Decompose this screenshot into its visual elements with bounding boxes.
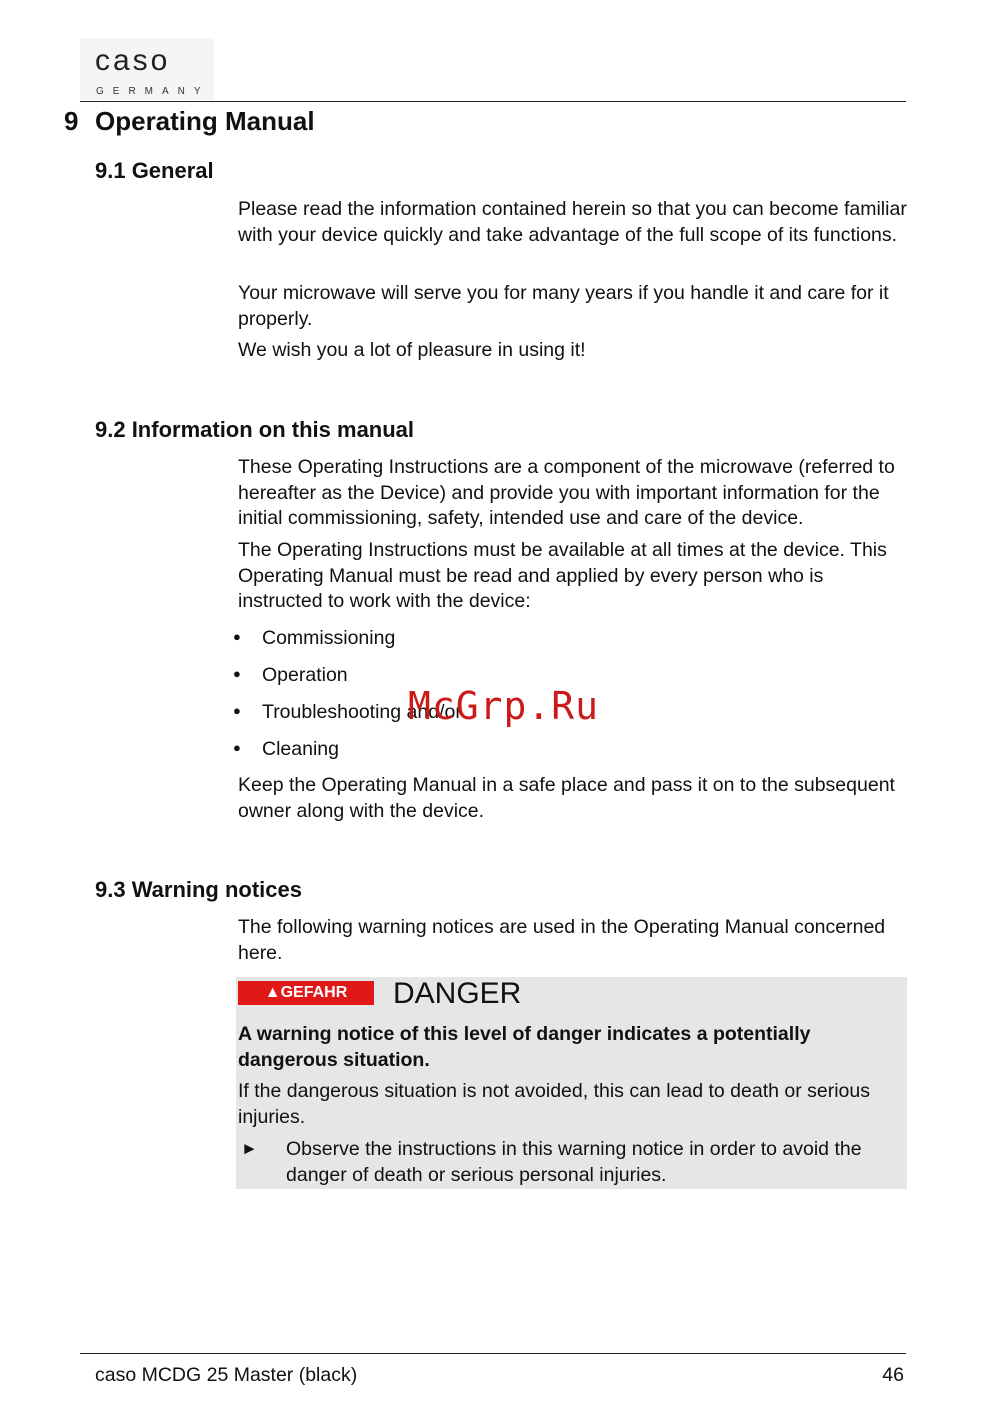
section-heading-information: 9.2 Information on this manual <box>95 417 415 442</box>
info-paragraph-2: The Operating Instructions must be available at all times at the device. This Operating Manual must be read and applied by every person who is instructed to work with the device: <box>238 539 887 612</box>
list-item-text: Commissioning <box>262 627 396 649</box>
brand-logo-subtext: GERMANY <box>96 86 210 97</box>
chapter-number: 9 <box>64 106 79 136</box>
general-paragraph-2: Your microwave will serve you for many years if you handle it and care for it properly. <box>238 282 889 330</box>
bullet-icon: ● <box>233 703 241 718</box>
info-paragraph-1: These Operating Instructions are a component of the microwave (referred to hereafter as the Device) and provide you with important information for the initial commissioning, safety, intended use and care of the device. <box>238 456 895 529</box>
danger-instruction-text: Observe the instructions in this warning notice in order to avoid the danger of death or serious personal injuries. <box>286 1138 862 1186</box>
list-item <box>233 627 395 650</box>
header-divider <box>80 101 906 102</box>
section-heading-warnings: 9.3 Warning notices <box>95 877 303 902</box>
bullet-icon: ● <box>233 740 241 755</box>
chapter-title-text: Operating Manual <box>95 106 315 136</box>
danger-consequence-text: If the dangerous situation is not avoided, this can lead to death or serious injuries. <box>238 1080 870 1128</box>
danger-title: DANGER <box>393 977 522 1010</box>
danger-bold-text: A warning notice of this level of danger indicates a potentially dangerous situation. <box>238 1023 811 1071</box>
brand-logo-text: caso <box>95 44 171 77</box>
footer-divider <box>80 1353 906 1354</box>
gefahr-badge: ▲GEFAHR <box>238 981 374 1005</box>
arrow-icon: ► <box>241 1139 258 1158</box>
general-paragraph-3: We wish you a lot of pleasure in using it! <box>238 339 586 361</box>
list-item <box>233 664 348 687</box>
footer-model: caso MCDG 25 Master (black) <box>95 1364 358 1386</box>
bullet-icon: ● <box>233 666 241 681</box>
list-item-text: Operation <box>262 664 348 686</box>
chapter-title <box>64 106 315 137</box>
list-item <box>233 738 339 761</box>
warnings-paragraph-1: The following warning notices are used in the Operating Manual concerned here. <box>238 916 886 964</box>
watermark: McGrp.Ru <box>408 684 600 728</box>
info-paragraph-3: Keep the Operating Manual in a safe place and pass it on to the subsequent owner along with the device. <box>238 774 895 822</box>
general-paragraph-1: Please read the information contained herein so that you can become familiar with your device quickly and take advantage of the full scope of its functions. <box>238 198 907 246</box>
bullet-icon: ● <box>233 629 241 644</box>
page-number: 46 <box>882 1364 904 1386</box>
list-item-text: Troubleshooting and/or <box>262 701 462 723</box>
list-item-text: Cleaning <box>262 738 339 760</box>
section-heading-general: 9.1 General <box>95 158 214 183</box>
